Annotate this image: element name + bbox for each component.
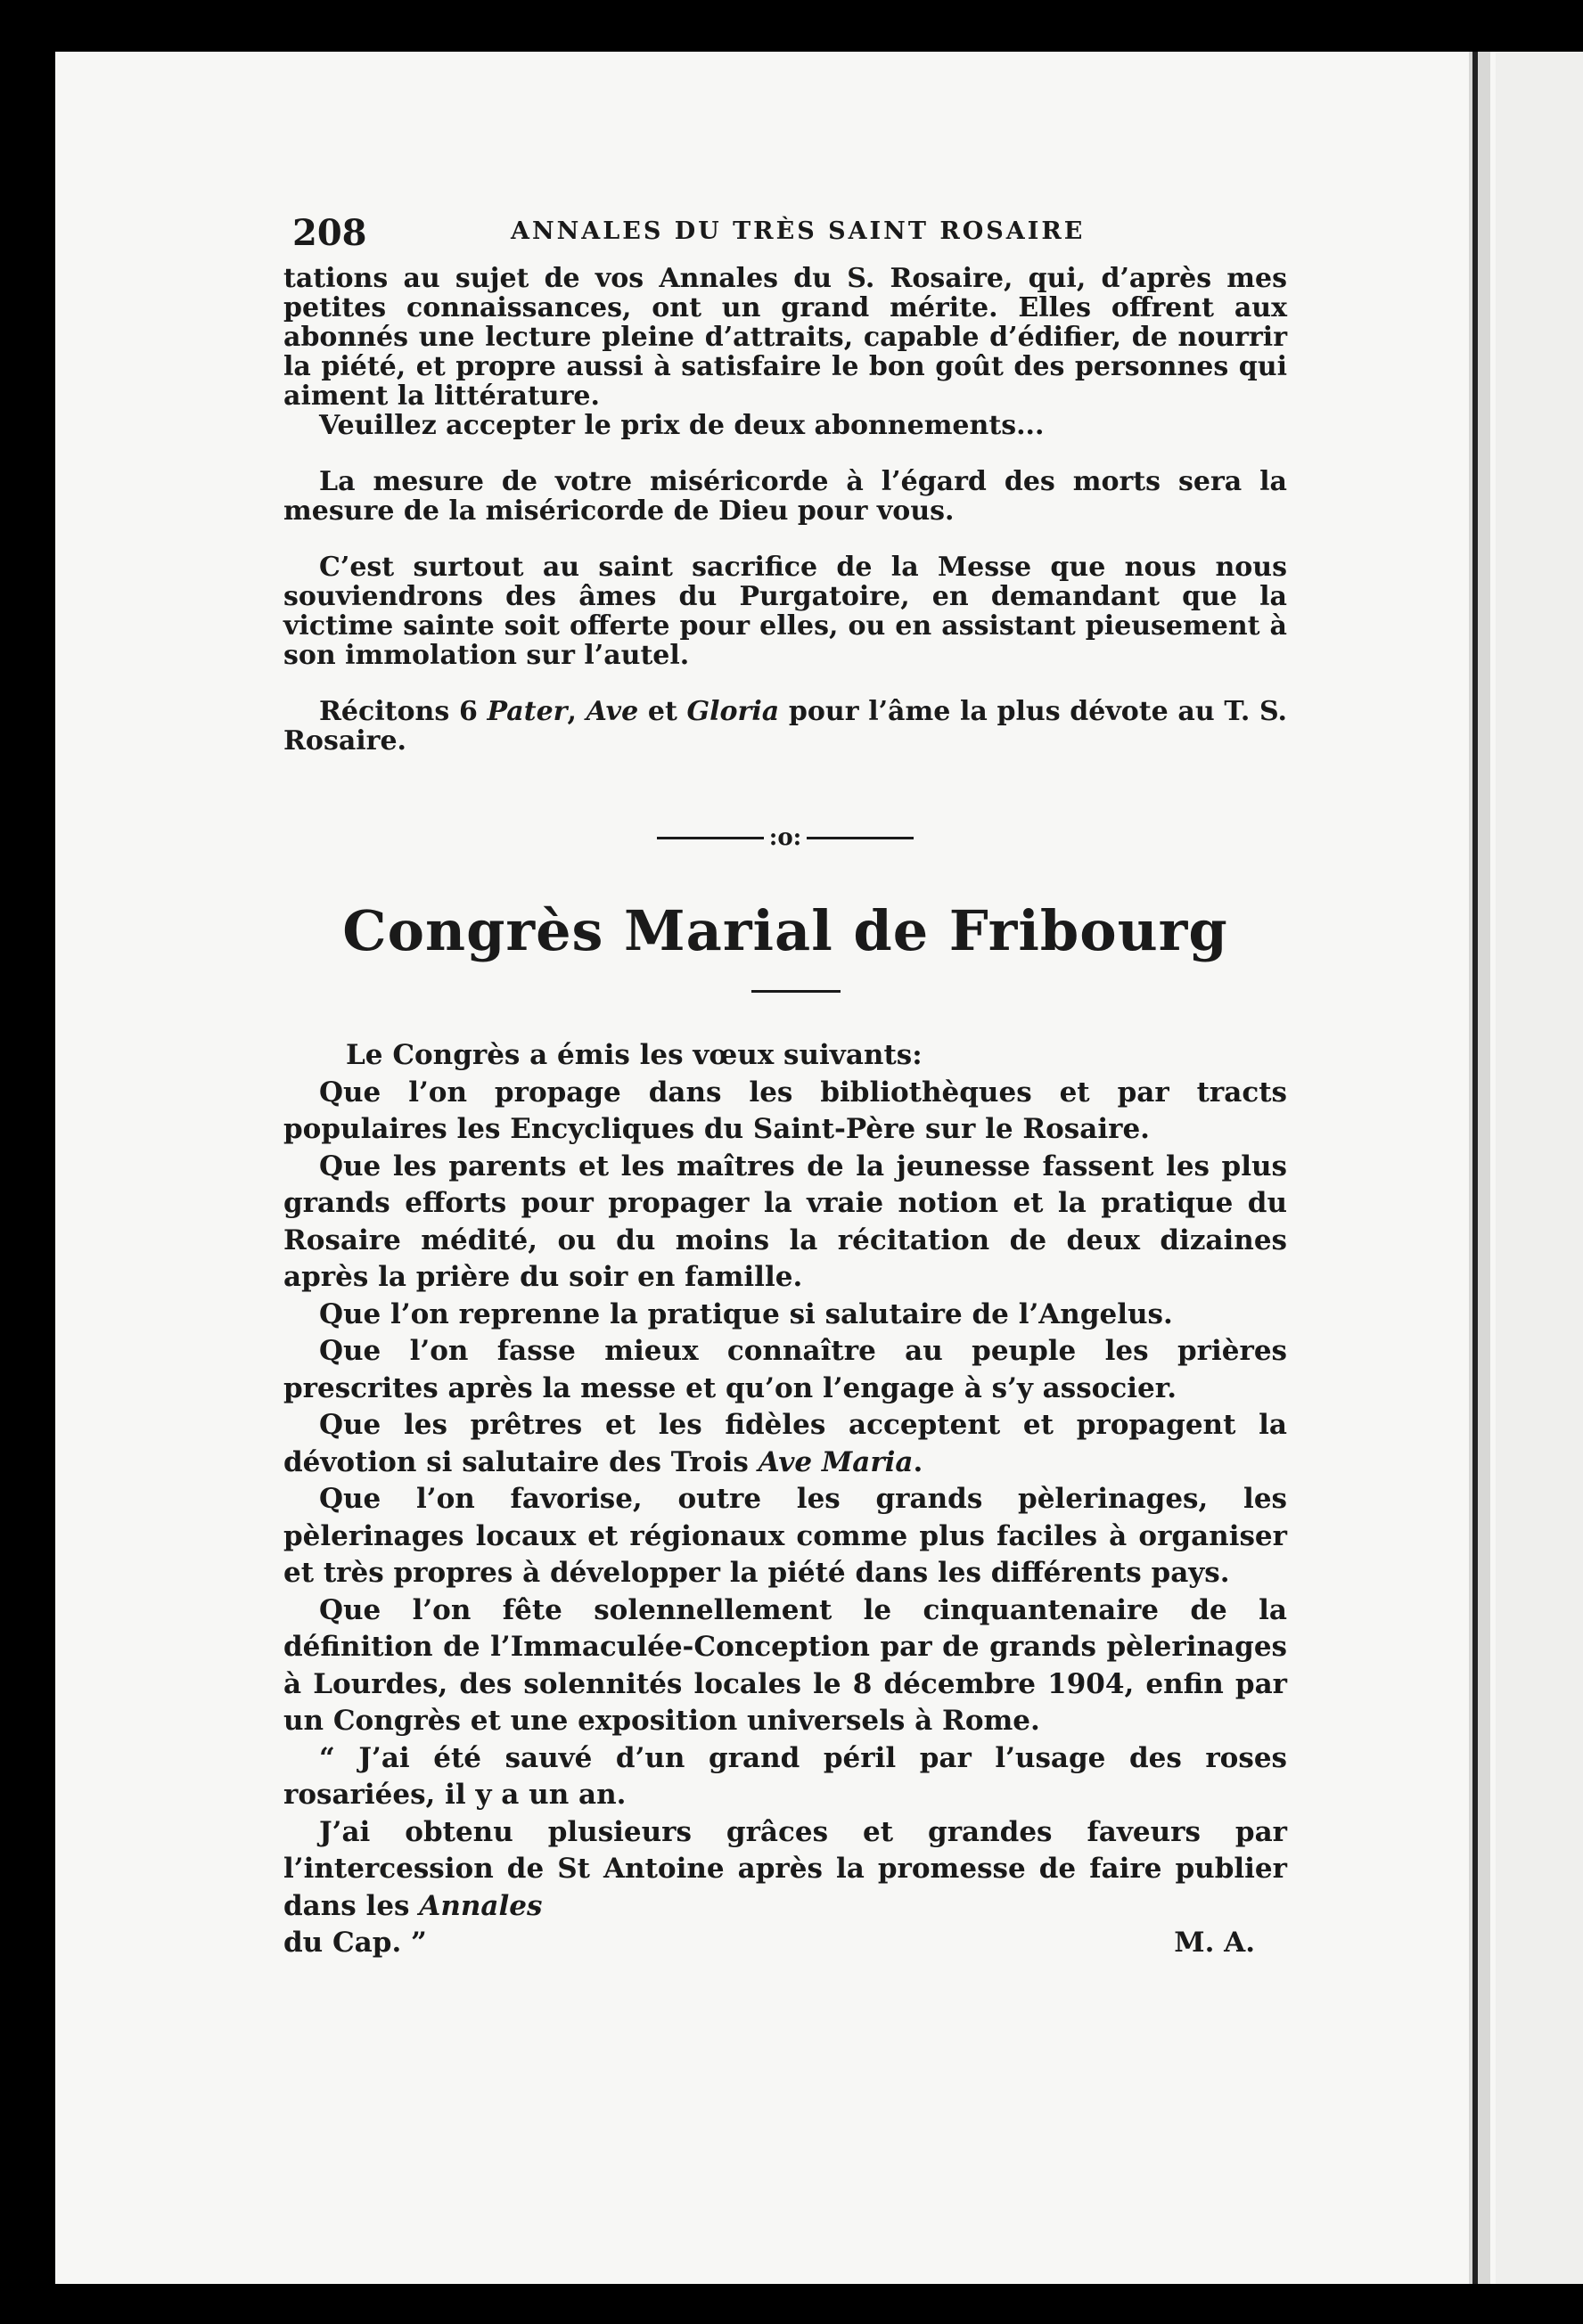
paragraph: La mesure de votre miséricorde à l’égard des morts sera la mesure de la miséricorde de Dieu pour vous.: [283, 466, 1287, 527]
congress-section: [283, 1037, 1287, 1962]
paragraph: C’est surtout au saint sacrifice de la Messe que nous nous souviendrons des âmes du Purgatoire, en demandant que la victime sainte soit offerte pour elles, ou en assistant pieusement à son immolation sur l’autel.: [283, 552, 1287, 671]
text: J’ai obtenu plusieurs grâces et grandes faveurs par l’intercession de St Antoine après la promesse de faire publier dans les: [283, 1815, 1287, 1922]
text: .: [913, 1445, 923, 1478]
title-underline: [751, 990, 841, 993]
page-content: [283, 212, 1287, 1962]
paragraph: tations au sujet de vos Annales du S. Rosaire, qui, d’après mes petites connaissances, ont un grand mérite. Elles offrent aux abonnés une lecture pleine d’attraits, capable d’édifier, de nourrir la piété, et propre aussi à satisfaire le bon goût des personnes qui aiment la littérature.: [283, 263, 1287, 412]
paragraph: Veuillez accepter le prix de deux abonnements...: [319, 410, 1045, 441]
text: Que les prêtres et les fidèles acceptent et propagent la dévotion si salutaire des Trois: [283, 1409, 1287, 1478]
separator-mark: :o:: [768, 824, 802, 851]
paragraph: Que l’on reprenne la pratique si salutaire de l’Angelus.: [319, 1297, 1173, 1330]
text: ,: [567, 696, 586, 727]
text: du Cap. ”: [283, 1927, 427, 1959]
page-number: 208: [292, 212, 367, 254]
paragraph: Que l’on fasse mieux connaître au peuple les prières prescrites après la messe et qu’on l’engage à s’y associer.: [283, 1335, 1287, 1404]
text: pour l’âme la plus dévote au T. S. Rosaire.: [283, 696, 1287, 757]
running-title: ANNALES DU TRÈS SAINT ROSAIRE: [511, 217, 1086, 245]
paragraph: Que les parents et les maîtres de la jeunesse fassent les plus grands efforts pour propager la vraie notion et la pratique du Rosaire médité, ou du moins la récitation de deux dizaines après la prière du soir en famille.: [283, 1150, 1287, 1293]
binding-edge: [1472, 52, 1478, 2284]
paragraph: “ J’ai été sauvé d’un grand péril par l’usage des roses rosariées, il y a un an.: [283, 1741, 1287, 1811]
section-separator: [283, 820, 1287, 855]
italic-text: Pater: [487, 696, 568, 727]
paragraph: [283, 697, 1287, 756]
next-page-edge: [1496, 52, 1583, 2284]
paragraph: Le Congrès a émis les vœux suivants:: [346, 1039, 923, 1071]
separator-rule: [807, 837, 914, 839]
signature-line: [283, 1925, 1287, 1962]
italic-text: Ave Maria: [758, 1445, 914, 1478]
text: Récitons 6: [319, 696, 488, 727]
italic-text: Ave: [586, 696, 639, 727]
separator-rule: [657, 837, 764, 839]
section-title: Congrès Marial de Fribourg: [342, 898, 1228, 963]
paragraph: [283, 1814, 1287, 1926]
paragraph: Que l’on propage dans les bibliothèques et par tracts populaires les Encycliques du Saint-Père sur le Rosaire.: [283, 1076, 1287, 1145]
paragraph: Que l’on fête solennellement le cinquantenaire de la définition de l’Immaculée-Conception par de grands pèlerinages à Lourdes, des solennités locales le 8 décembre 1904, enfin par un Congrès et une exposition universels à Rome.: [283, 1593, 1287, 1737]
paragraph: Que l’on favorise, outre les grands pèlerinages, les pèlerinages locaux et régionaux comme plus faciles à organiser et très propres à développer la piété dans les différents pays.: [283, 1483, 1287, 1589]
paragraph: [283, 1407, 1287, 1481]
page-header: [283, 212, 1287, 264]
italic-text: Gloria: [686, 696, 780, 727]
letter-section: [283, 264, 1287, 756]
italic-text: Annales: [419, 1889, 543, 1922]
signature: M. A.: [1174, 1927, 1255, 1959]
text: et: [638, 696, 687, 727]
